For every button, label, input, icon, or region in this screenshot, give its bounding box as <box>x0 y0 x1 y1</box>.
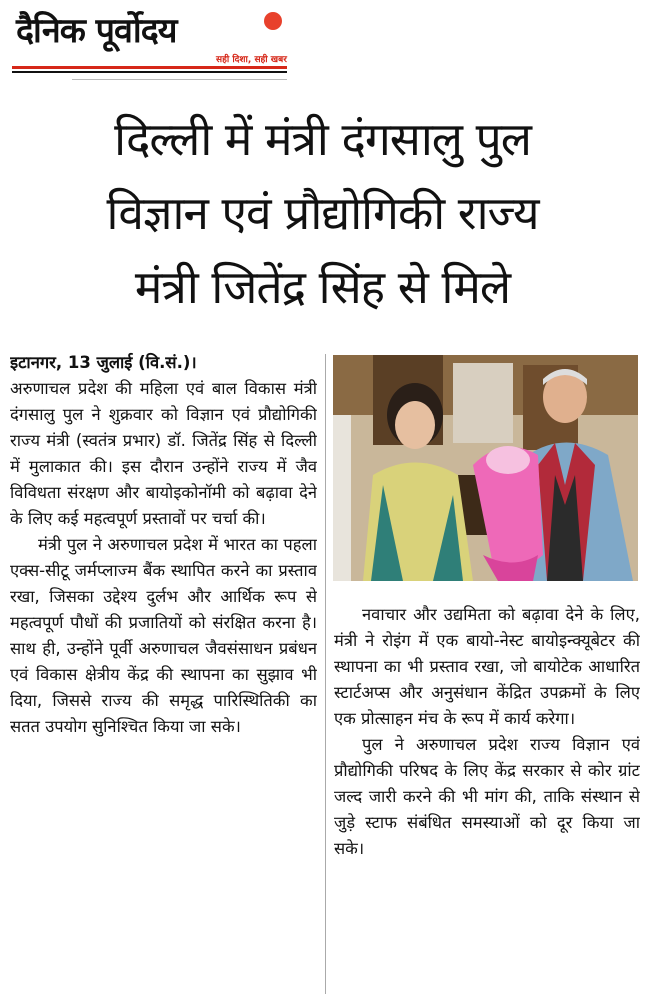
paragraph-3: नवाचार और उद्यमिता को बढ़ावा देने के लिए, मंत्री ने रोइंग में एक बायो-नेस्ट बायोइन्क्यूबेटर की स्थापना का भी प्रस्ताव रखा, जो बायोटेक आधारित स्टार्टअप्स और अनुसंधान केंद्रित उपक्रमों के लिए एक प्रोत्साहन मंच के रूप में कार्य करेगा। <box>334 605 640 728</box>
masthead-black-rule <box>12 71 287 73</box>
dateline: इटानगर, 13 जुलाई (वि.सं.)। <box>10 353 197 372</box>
paragraph-2: मंत्री पुल ने अरुणाचल प्रदेश में भारत का पहला एक्स-सीटू जर्मप्लाज्म बैंक स्थापित करने का प्रस्ताव रखा, जिसका उद्देश्य दुर्लभ और आर्थिक रूप से महत्वपूर्ण पौधों की प्रजातियों को संरक्षित करना है। साथ ही, उन्होंने पूर्वी अरुणाचल जैवसंसाधन प्रबंधन एवं विकास क्षेत्रीय केंद्र की स्थापना का सुझाव भी दिया, जिससे राज्य की समृद्ध पारिस्थितिकी का सतत उपयोग सुनिश्चित किया जा सके। <box>10 535 317 736</box>
article-column-right <box>334 602 640 997</box>
headline-line-2: विज्ञान एवं प्रौद्योगिकी राज्य <box>106 186 539 240</box>
paragraph-4: पुल ने अरुणाचल प्रदेश राज्य विज्ञान एवं प्रौद्योगिकी परिषद के लिए केंद्र सरकार से कोर ग्रांट जल्द जारी करने की भी मांग की, ताकि संस्थान से जुड़े स्टाफ संबंधित समस्याओं को दूर किया जा सके। <box>334 735 640 858</box>
news-photo <box>333 355 638 581</box>
paragraph-1: अरुणाचल प्रदेश की महिला एवं बाल विकास मंत्री दंगसालु पुल ने शुक्रवार को विज्ञान एवं प्रौद्योगिकी राज्य मंत्री (स्वतंत्र प्रभार) डॉ. जितेंद्र सिंह से दिल्ली में मुलाकात की। इस दौरान उन्होंने राज्य में जैव विविधता संरक्षण और बायोइकोनॉमी को बढ़ावा देने के लिए कई महत्वपूर्ण प्रस्तावों पर चर्चा की। <box>10 379 317 528</box>
masthead <box>12 6 287 72</box>
sun-icon <box>264 12 282 30</box>
masthead-faint-rule <box>72 79 287 80</box>
headline <box>20 102 625 324</box>
newspaper-logo: दैनिक पूर्वोदय <box>16 11 177 51</box>
headline-line-1: दिल्ली में मंत्री दंगसालु पुल <box>114 112 531 166</box>
headline-line-3: मंत्री जितेंद्र सिंह से मिले <box>134 260 511 314</box>
tagline: सही दिशा, सही खबर <box>216 55 287 65</box>
masthead-red-rule <box>12 66 287 69</box>
article-column-left <box>10 350 317 995</box>
column-divider <box>325 354 326 994</box>
